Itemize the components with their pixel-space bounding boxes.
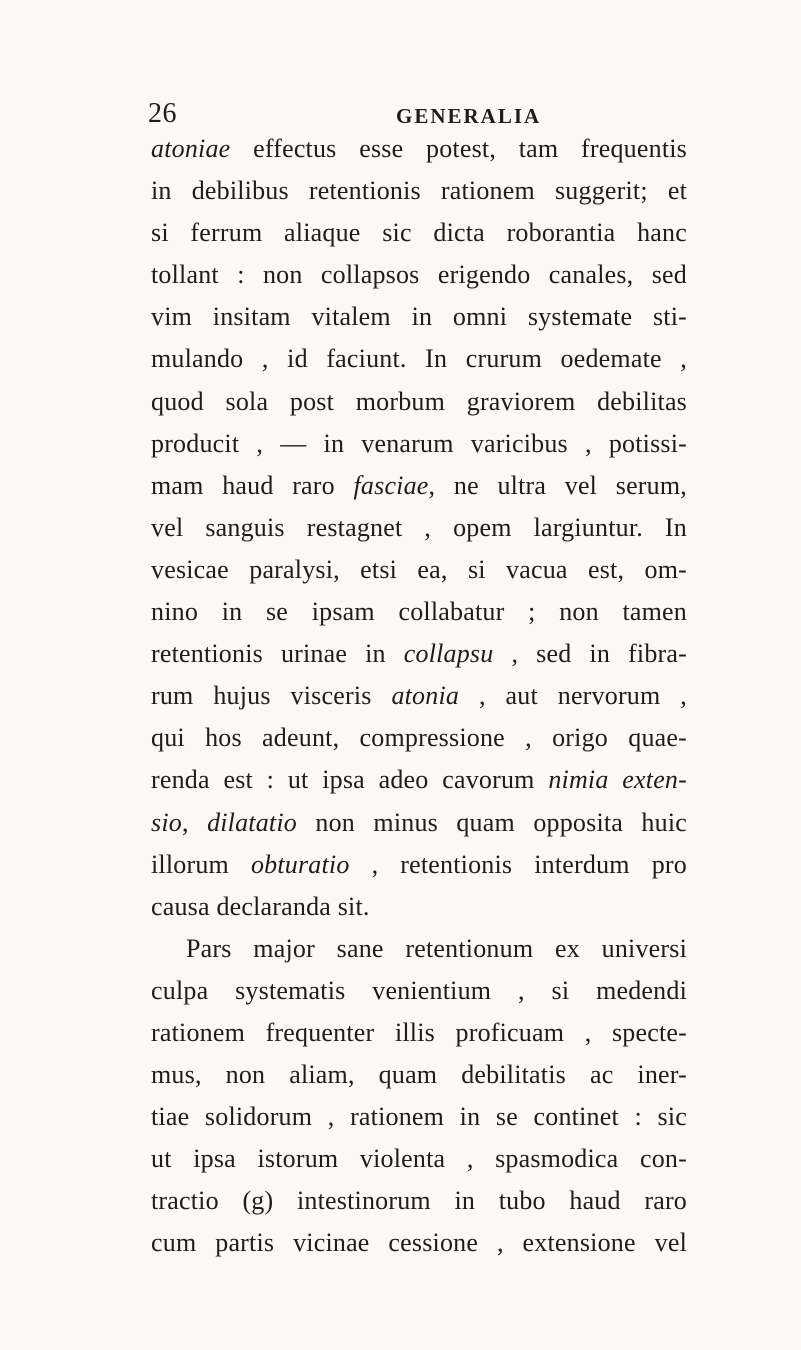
text-line (151, 1012, 687, 1054)
text-line (151, 381, 687, 423)
text-line (151, 423, 687, 465)
text-segment: tractio (g) intestinorum in tubo haud raro (151, 1186, 687, 1216)
text-segment: causa declaranda sit. (151, 891, 370, 921)
text-segment: retentionis urinae in (151, 639, 404, 669)
text-line (151, 675, 687, 717)
text-line (151, 591, 687, 633)
text-line (151, 1222, 687, 1264)
text-line (151, 1180, 687, 1222)
text-line (151, 886, 687, 928)
italic-text: sio (151, 807, 182, 837)
text-segment: vim insitam vitalem in omni systemate sti- (151, 302, 687, 332)
text-segment: ut ipsa istorum violenta , spasmodica con- (151, 1144, 687, 1174)
italic-text: collapsu (403, 639, 494, 669)
text-segment: tiae solidorum , rationem in se continet : sic (151, 1102, 687, 1132)
text-segment: mus, non aliam, quam debilitatis ac iner- (151, 1060, 687, 1090)
italic-text: nimia exten- (548, 765, 687, 795)
text-segment: , aut nervorum , (459, 681, 687, 711)
text-segment: quod sola post morbum graviorem debilitas (151, 386, 687, 416)
text-segment: mam haud raro (151, 470, 354, 500)
text-segment: Pars major sane retentionum ex universi (186, 933, 687, 963)
italic-text: atonia (391, 681, 460, 711)
text-segment: in debilibus retentionis rationem suggerit; et (151, 176, 687, 206)
text-segment: renda est : ut ipsa adeo cavorum (151, 765, 549, 795)
text-segment: culpa systematis venientium , si medendi (151, 975, 687, 1005)
text-segment: , sed in fibra- (493, 639, 687, 669)
text-line (151, 717, 687, 759)
text-line (151, 338, 687, 380)
text-segment: mulando , id faciunt. In crurum oedemate , (151, 344, 687, 374)
text-line (151, 1054, 687, 1096)
page-number: 26 (148, 98, 177, 129)
text-segment: non minus quam opposita huic (296, 807, 687, 837)
text-segment: rum hujus visceris (151, 681, 392, 711)
text-segment: nino in se ipsam collabatur ; non tamen (151, 597, 687, 627)
text-segment: tollant : non collapsos erigendo canales, sed (151, 260, 687, 290)
text-segment: cum partis vicinae cessione , extensione vel (151, 1228, 687, 1258)
text-segment: , retentionis interdum pro (349, 849, 687, 879)
text-segment: vesicae paralysi, etsi ea, si vacua est, om- (151, 554, 687, 584)
text-segment: , (181, 807, 208, 837)
text-line (151, 507, 687, 549)
text-line (151, 970, 687, 1012)
text-line (151, 128, 687, 170)
italic-text: atoniae (151, 134, 231, 163)
text-line (151, 928, 687, 970)
text-segment: illorum (151, 849, 251, 879)
body-text (151, 128, 687, 1265)
text-segment: effectus esse potest, tam frequentis (230, 134, 687, 163)
text-line (151, 1096, 687, 1138)
text-line (151, 549, 687, 591)
text-line (151, 296, 687, 338)
running-title: GENERALIA (396, 104, 542, 128)
text-segment: si ferrum aliaque sic dicta roborantia hanc (151, 218, 687, 248)
text-line (151, 170, 687, 212)
text-segment: vel sanguis restagnet , opem largiuntur. In (151, 512, 687, 542)
italic-text: fasciae (353, 470, 429, 500)
text-line (151, 212, 687, 254)
text-line (151, 254, 687, 296)
text-segment: , ne ultra vel serum, (428, 470, 687, 500)
text-line (151, 1138, 687, 1180)
italic-text: obturatio (250, 849, 350, 879)
italic-text: dilatatio (207, 807, 297, 837)
text-segment: qui hos adeunt, compressione , origo quae- (151, 723, 687, 753)
text-line (151, 759, 687, 801)
text-segment: producit , — in venarum varicibus , potissi- (151, 428, 687, 458)
text-line (151, 802, 687, 844)
text-line (151, 633, 687, 675)
text-line (151, 465, 687, 507)
text-segment: rationem frequenter illis proficuam , specte- (151, 1017, 687, 1047)
text-line (151, 844, 687, 886)
